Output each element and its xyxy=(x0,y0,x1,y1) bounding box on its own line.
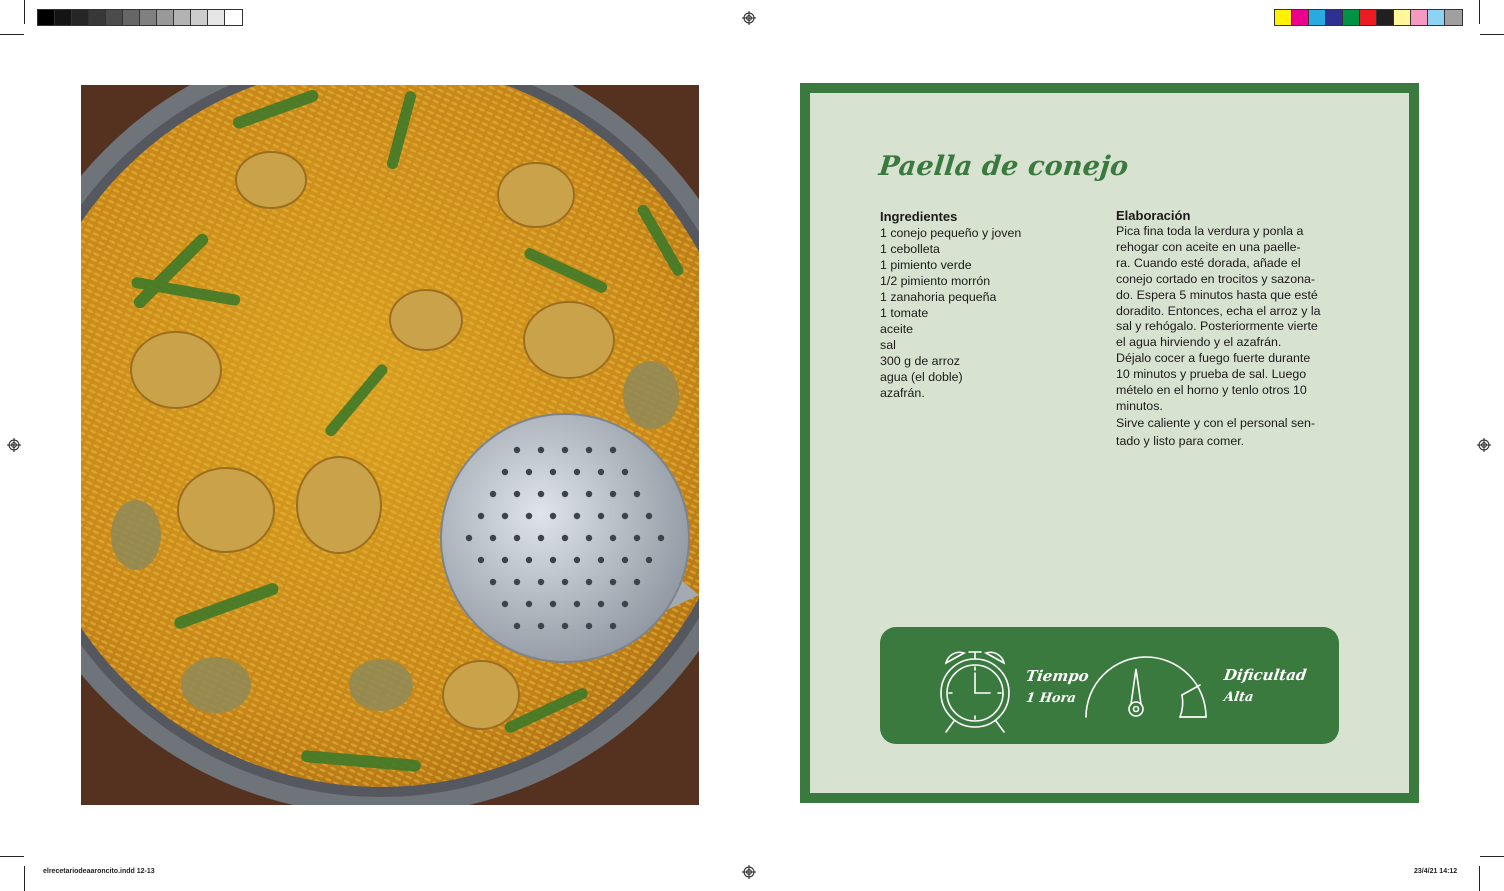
skimmer-hole xyxy=(490,491,496,497)
skimmer-hole xyxy=(610,579,616,585)
method-line: doradito. Entonces, echa el arroz y la xyxy=(1116,303,1321,318)
skimmer-hole xyxy=(622,601,628,607)
ingredient-item: 1 cebolleta xyxy=(880,242,940,256)
skimmer-hole xyxy=(502,513,508,519)
process-swatch xyxy=(1394,10,1411,25)
difficulty-value: Alta xyxy=(1222,690,1255,705)
method-heading: Elaboración xyxy=(1116,208,1191,223)
skimmer-hole xyxy=(478,557,484,563)
method-line: sal y rehógalo. Posteriormente vierte xyxy=(1116,319,1318,334)
skimmer-hole xyxy=(598,469,604,475)
skimmer-hole xyxy=(562,535,568,541)
skimmer-hole xyxy=(502,557,508,563)
skimmer-hole xyxy=(658,535,664,541)
skimmer-hole xyxy=(514,491,520,497)
skimmer-hole xyxy=(490,535,496,541)
skimmer-hole xyxy=(490,579,496,585)
skimmer-hole xyxy=(610,623,616,629)
skimmer-hole xyxy=(538,579,544,585)
skimmer-hole xyxy=(634,579,640,585)
skimmer-hole xyxy=(550,557,556,563)
skimmer-hole xyxy=(502,469,508,475)
crop-mark xyxy=(0,34,24,35)
skimmer-hole xyxy=(622,513,628,519)
ingredient-item: agua (el doble) xyxy=(880,370,963,384)
ingredients-heading: Ingredientes xyxy=(880,209,958,224)
skimmer-hole xyxy=(526,513,532,519)
recipe-card xyxy=(800,83,1419,803)
process-color-bar xyxy=(1274,9,1463,26)
skimmer-hole xyxy=(466,535,472,541)
method-column xyxy=(1116,208,1341,450)
difficulty-label: Dificultad xyxy=(1222,666,1308,684)
crop-mark xyxy=(24,866,25,891)
method-line: mételo en el horno y tenlo otros 10 xyxy=(1116,383,1307,398)
skimmer-hole xyxy=(562,623,568,629)
skimmer-hole xyxy=(646,513,652,519)
skimmer-hole xyxy=(598,513,604,519)
crop-mark xyxy=(1479,0,1480,24)
skimmer-hole xyxy=(514,579,520,585)
method-line: rehogar con aceite en una paelle- xyxy=(1116,239,1301,254)
skimmer-hole xyxy=(550,469,556,475)
registration-mark-icon xyxy=(742,11,756,25)
grayscale-swatch xyxy=(191,10,208,25)
grayscale-swatch xyxy=(140,10,157,25)
method-line: Déjalo cocer a fuego fuerte durante xyxy=(1116,351,1311,366)
grayscale-swatch xyxy=(72,10,89,25)
skimmer-hole xyxy=(538,491,544,497)
ingredients-column xyxy=(880,209,1070,401)
ingredient-item: sal xyxy=(880,338,896,352)
ingredient-item: 1 tomate xyxy=(880,306,929,320)
method-line: Sirve caliente y con el personal sen- xyxy=(1116,415,1316,430)
crop-mark xyxy=(0,856,24,857)
skimmer-hole xyxy=(538,535,544,541)
method-line: 10 minutos y prueba de sal. Luego xyxy=(1116,367,1307,382)
grayscale-swatch xyxy=(38,10,55,25)
ingredient-item: 1 zanahoria pequeña xyxy=(880,290,997,304)
skimmer-hole xyxy=(598,557,604,563)
grayscale-swatch xyxy=(157,10,174,25)
skimmer-hole xyxy=(586,447,592,453)
crop-mark xyxy=(1480,34,1504,35)
grayscale-swatch xyxy=(208,10,225,25)
method-line: Pica fina toda la verdura y ponla a xyxy=(1116,224,1304,238)
skimmer-hole xyxy=(646,557,652,563)
time-difficulty-panel xyxy=(880,627,1339,744)
ingredient-item: aceite xyxy=(880,322,914,336)
process-swatch xyxy=(1445,10,1462,25)
grayscale-swatch xyxy=(89,10,106,25)
recipe-title: Paella de conejo xyxy=(877,151,1130,182)
process-swatch xyxy=(1309,10,1326,25)
process-swatch xyxy=(1411,10,1428,25)
skimmer-hole xyxy=(586,535,592,541)
registration-mark-icon xyxy=(1477,438,1491,452)
skimmer-hole xyxy=(502,601,508,607)
grayscale-swatch xyxy=(225,10,242,25)
alarm-clock-icon xyxy=(934,645,1016,735)
process-swatch xyxy=(1292,10,1309,25)
process-swatch xyxy=(1326,10,1343,25)
skimmer-hole xyxy=(478,513,484,519)
crop-mark xyxy=(1480,856,1504,857)
process-swatch xyxy=(1343,10,1360,25)
skimmer-hole xyxy=(550,513,556,519)
method-line: ra. Cuando esté dorada, añade el xyxy=(1116,255,1301,270)
process-swatch xyxy=(1377,10,1394,25)
grayscale-swatch xyxy=(106,10,123,25)
ingredient-item: 1/2 pimiento morrón xyxy=(880,274,991,288)
registration-mark-icon xyxy=(742,865,756,879)
method-text xyxy=(1116,224,1341,450)
skimmer-hole xyxy=(610,535,616,541)
ingredient-item: azafrán. xyxy=(880,386,925,400)
process-swatch xyxy=(1275,10,1292,25)
skimmer-hole xyxy=(622,469,628,475)
method-line: tado y listo para comer. xyxy=(1116,433,1245,448)
grayscale-swatch xyxy=(174,10,191,25)
process-swatch xyxy=(1428,10,1445,25)
skimmer-hole xyxy=(574,469,580,475)
skimmer-hole xyxy=(574,601,580,607)
crop-mark xyxy=(24,0,25,24)
skimmer-hole xyxy=(514,623,520,629)
skimmer-hole xyxy=(538,447,544,453)
skimmer-hole xyxy=(622,557,628,563)
slug-filename: elrecetariodeaaroncito.indd 12-13 xyxy=(43,868,155,875)
skimmer-hole xyxy=(562,447,568,453)
paella-photo xyxy=(81,85,699,805)
method-line: el agua hirviendo y el azafrán. xyxy=(1116,335,1282,350)
skimmer-hole xyxy=(562,579,568,585)
skimmer-hole xyxy=(574,513,580,519)
time-label: Tiempo xyxy=(1024,667,1091,685)
skimmer-hole xyxy=(586,579,592,585)
skimmer-hole xyxy=(514,447,520,453)
skimmer-hole xyxy=(538,623,544,629)
recipe-card-inner xyxy=(810,93,1409,793)
ingredient-item: 300 g de arroz xyxy=(880,354,960,368)
process-swatch xyxy=(1360,10,1377,25)
method-line: do. Espera 5 minutos hasta que esté xyxy=(1116,287,1318,302)
method-line: conejo cortado en trocitos y sazona- xyxy=(1116,271,1316,286)
skimmer-hole xyxy=(610,491,616,497)
skimmer-hole xyxy=(526,601,532,607)
time-value: 1 Hora xyxy=(1024,691,1077,706)
skimmer-hole xyxy=(514,535,520,541)
skimmer-hole xyxy=(634,491,640,497)
skimmer-hole xyxy=(550,601,556,607)
skimmer-hole xyxy=(526,469,532,475)
ingredient-item: 1 conejo pequeño y joven xyxy=(880,226,1022,240)
skimmer-hole xyxy=(562,491,568,497)
skimmer-hole xyxy=(526,557,532,563)
grayscale-color-bar xyxy=(37,9,243,26)
skimmer-hole xyxy=(586,491,592,497)
ingredients-list xyxy=(880,225,1070,401)
ingredient-item: 1 pimiento verde xyxy=(880,258,972,272)
slug-date: 23/4/21 14:12 xyxy=(1414,868,1458,875)
skimmer-hole xyxy=(586,623,592,629)
difficulty-gauge-icon xyxy=(1082,649,1210,723)
registration-mark-icon xyxy=(7,438,21,452)
skimmer-hole xyxy=(610,447,616,453)
grayscale-swatch xyxy=(123,10,140,25)
crop-mark xyxy=(1479,866,1480,891)
grayscale-swatch xyxy=(55,10,72,25)
skimmer-hole xyxy=(574,557,580,563)
method-line: minutos. xyxy=(1116,398,1163,413)
skimmer-hole xyxy=(634,535,640,541)
skimmer-hole xyxy=(598,601,604,607)
